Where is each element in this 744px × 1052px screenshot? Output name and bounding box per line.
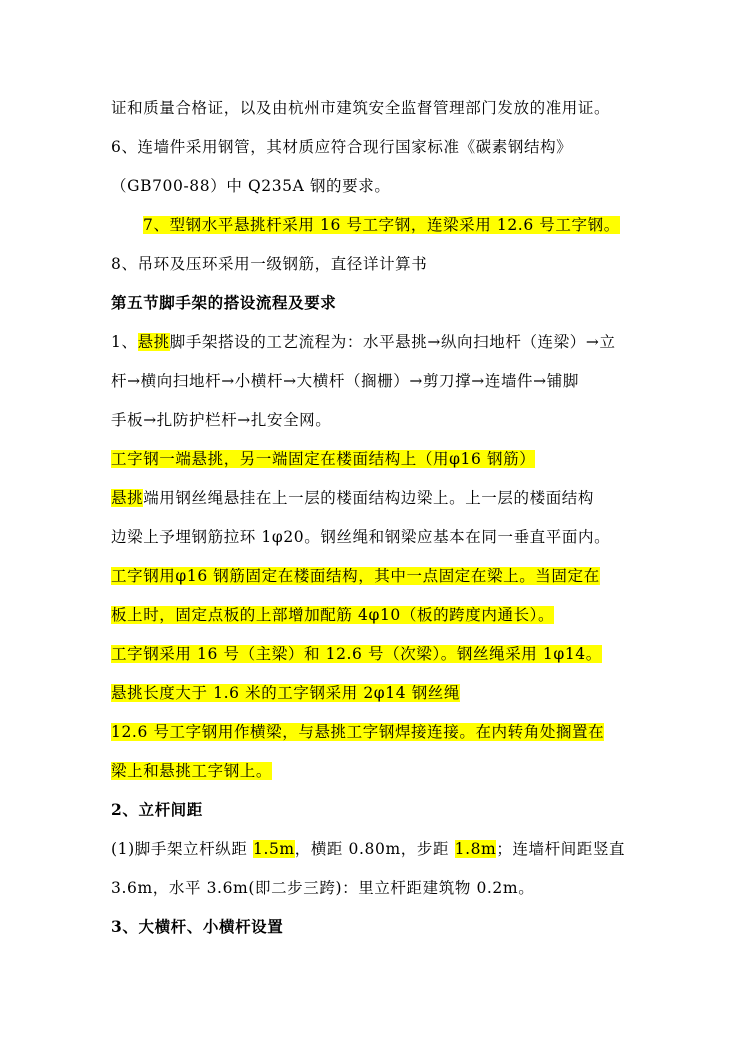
highlighted-segment: 梁上和悬挑工字钢上。 [111, 762, 273, 780]
heading-text: 2、立杆间距 [111, 800, 203, 819]
highlighted-segment: 12.6 号工字钢用作横梁，与悬挑工字钢焊接连接。在内转角处搁置在 [111, 723, 605, 741]
text-segment: 脚手架搭设的工艺流程为：水平悬挑→纵向扫地杆（连梁）→立 [169, 333, 616, 351]
highlighted-segment: 7、型钢水平悬挑杆采用 16 号工字钢，连梁采用 12.6 号工字钢。 [143, 216, 620, 234]
text-line [111, 97, 610, 119]
text-line [111, 409, 331, 431]
highlighted-segment: 悬挑 [111, 489, 144, 507]
text-line [111, 604, 554, 626]
highlighted-segment: 工字钢一端悬挑，另一端固定在楼面结构上（用φ16 钢筋） [111, 450, 536, 468]
text-segment: 杆→横向扫地杆→小横杆→大横杆（搁栅）→剪刀撑→连墙件→铺脚 [111, 372, 579, 390]
text-segment: 证和质量合格证，以及由杭州市建筑安全监督管理部门发放的准用证。 [111, 99, 611, 117]
text-segment: 8、吊环及压环采用一级钢筋，直径详计算书 [111, 255, 428, 273]
text-line [111, 487, 594, 509]
highlighted-segment: 工字钢用φ16 钢筋固定在楼面结构，其中一点固定在梁上。当固定在 [111, 567, 600, 585]
text-segment: 边梁上予埋钢筋拉环 1φ20。钢丝绳和钢梁应基本在同一垂直平面内。 [111, 528, 611, 546]
text-line [111, 643, 602, 665]
highlighted-segment: 悬挑长度大于 1.6 米的工字钢采用 2φ14 钢丝绳 [111, 684, 460, 702]
text-segment: ，横距 0.80m，步距 [294, 840, 455, 858]
highlighted-segment: 板上时，固定点板的上部增加配筋 4φ10（板的跨度内通长）。 [111, 606, 555, 624]
text-line [111, 760, 272, 782]
text-segment: 1、 [111, 333, 138, 351]
text-line [111, 838, 625, 860]
text-segment: 6、连墙件采用钢管，其材质应符合现行国家标准《碳素钢结构》 [111, 138, 573, 156]
text-segment: 3.6m，水平 3.6m(即二步三跨)：里立杆距建筑物 0.2m。 [111, 879, 535, 897]
highlighted-segment: 悬挑 [137, 333, 170, 351]
subsection-heading [111, 916, 283, 938]
text-line [111, 565, 600, 587]
text-line [111, 721, 604, 743]
text-segment: 手板→扎防护栏杆→扎安全网。 [111, 411, 332, 429]
text-line [111, 136, 572, 158]
text-line [111, 526, 610, 548]
text-line [111, 175, 390, 197]
section-heading [111, 292, 336, 314]
highlighted-segment: 1.8m [454, 840, 497, 858]
text-line [111, 877, 534, 899]
text-line [111, 331, 616, 353]
text-line [111, 370, 579, 392]
text-line [111, 682, 460, 704]
text-segment: （GB700-88）中 Q235A 钢的要求。 [111, 177, 391, 195]
highlighted-segment: 1.5m [252, 840, 295, 858]
heading-text: 第五节脚手架的搭设流程及要求 [111, 293, 337, 312]
heading-text: 3、大横杆、小横杆设置 [111, 917, 284, 936]
highlighted-segment: 工字钢采用 16 号（主梁）和 12.6 号（次梁）。钢丝绳采用 1φ14。 [111, 645, 602, 663]
text-segment: ；连墙杆间距竖直 [496, 840, 626, 858]
text-line [111, 448, 535, 470]
text-line [111, 253, 427, 275]
text-segment: 端用钢丝绳悬挂在上一层的楼面结构边梁上。上一层的楼面结构 [143, 489, 595, 507]
text-line [143, 214, 620, 236]
text-segment: (1)脚手架立杆纵距 [111, 840, 253, 858]
subsection-heading [111, 799, 203, 821]
